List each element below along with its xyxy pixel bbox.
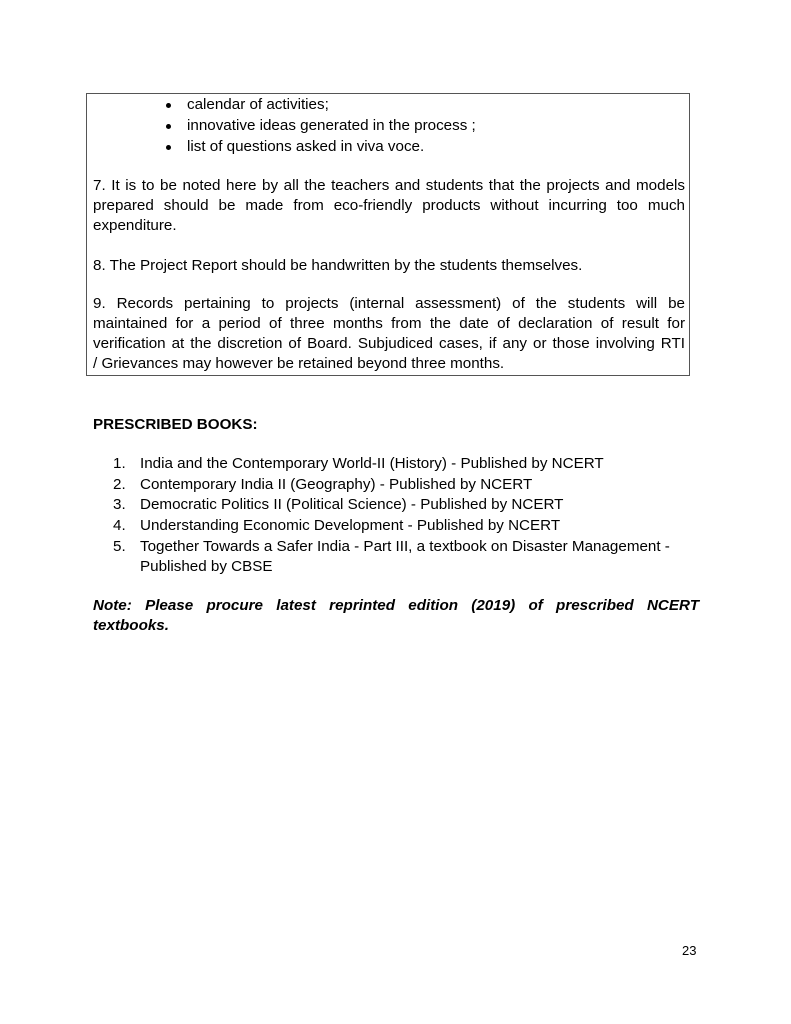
bullet-item: list of questions asked in viva voce. [187,138,425,155]
book-title: Understanding Economic Development - Published by NCERT [140,517,561,534]
note-line: textbooks. [93,617,169,634]
paragraph-line: verification at the discretion of Board. Subjudiced cases, if any or those involving RTI [93,335,685,352]
book-number: 2. [113,476,126,493]
note-line: Note: Please procure latest reprinted edition (2019) of prescribed NCERT [93,597,699,614]
book-number: 5. [113,538,126,555]
book-title: Democratic Politics II (Political Science) - Published by NCERT [140,496,564,513]
book-number: 3. [113,496,126,513]
book-title: Together Towards a Safer India - Part III, a textbook on Disaster Management - [140,538,670,555]
bullet-icon [166,124,171,129]
page-number: 23 [682,943,697,958]
bullet-item: innovative ideas generated in the process ; [187,117,476,134]
paragraph-line: 8. The Project Report should be handwritten by the students themselves. [93,257,583,274]
prescribed-books-heading: PRESCRIBED BOOKS: [93,416,258,433]
bullet-item: calendar of activities; [187,96,329,113]
paragraph-7 [93,176,685,236]
paragraph-line: 7. It is to be noted here by all the teachers and students that the projects and models [93,177,685,194]
paragraph-8 [93,256,685,276]
bullet-icon [166,145,171,150]
paragraph-line: prepared should be made from eco-friendly products without incurring too much [93,197,685,214]
paragraph-line: expenditure. [93,217,177,234]
note-text [93,596,699,636]
paragraph-line: maintained for a period of three months from the date of declaration of result for [93,315,685,332]
guidelines-box [86,93,690,376]
book-title: Contemporary India II (Geography) - Published by NCERT [140,476,533,493]
bullet-icon [166,103,171,108]
book-title: India and the Contemporary World-II (History) - Published by NCERT [140,455,604,472]
paragraph-line: 9. Records pertaining to projects (internal assessment) of the students will be [93,295,685,312]
book-title-continued: Published by CBSE [140,558,273,575]
book-number: 1. [113,455,126,472]
paragraph-9 [93,294,685,374]
book-number: 4. [113,517,126,534]
paragraph-line: / Grievances may however be retained beyond three months. [93,355,505,372]
